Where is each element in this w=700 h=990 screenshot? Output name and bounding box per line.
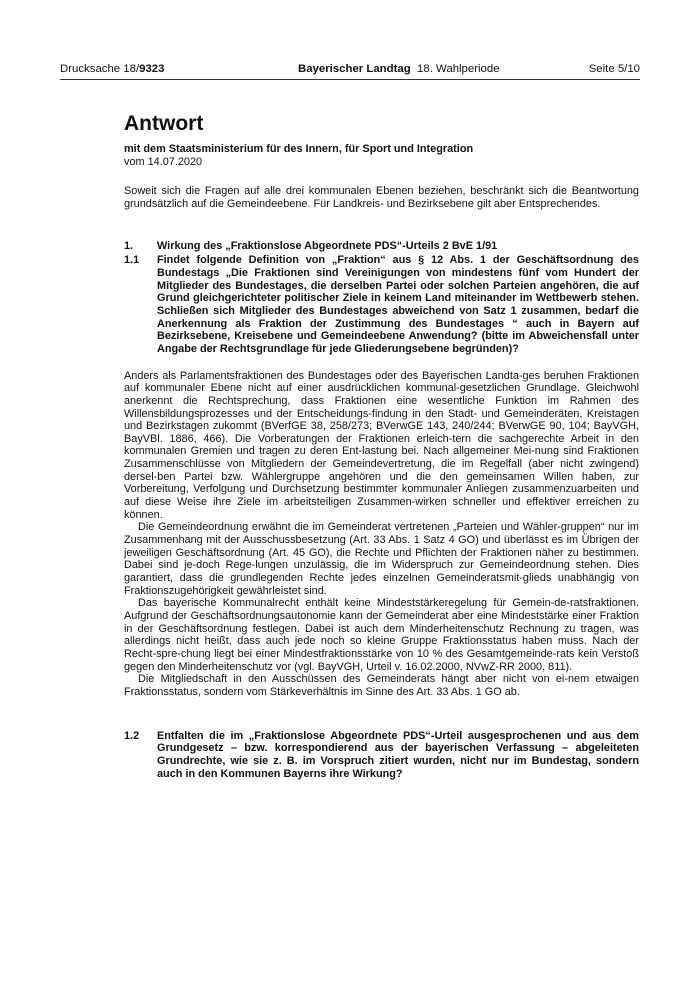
answer-title: Antwort — [124, 112, 204, 135]
section-1-title: Wirkung des „Fraktionslose Abgeordnete PDS“-Urteils 2 BvE 1/91 — [157, 239, 498, 252]
answer-date: vom 14.07.2020 — [124, 155, 203, 168]
answer-1-1-paragraph: Die Gemeindeordnung erwähnt die im Gemeinderat vertretenen „Parteien und Wähler-gruppen“ nur im Zusammenhang mit der Ausschussbesetzung (Art. 33 Abs. 1 Satz 4 GO) und überlässt es im Übrigen der jeweiligen Geschäftsordnung (Art. 45 GO), die Rechte und Pflichten der Fraktionen näher zu bestimmen. Dabei sind je-doch Rege-lungen unzulässig, die im Widerspruch zur Gemeindeordnung stehen. Dies garantiert, dass die grundlegenden Rechte jedes einzelnen Gemeinderatsmit-glieds unabhängig von Fraktionszugehörigkeit gewährleistet sind. — [124, 521, 639, 597]
doc-label: Drucksache 18/ — [60, 63, 140, 75]
answer-1-1-paragraph: Das bayerische Kommunalrecht enthält keine Mindeststärkeregelung für Gemein-de-ratsfraktionen. Aufgrund der Geschäftsordnungsautonomie kann der Gemeinderat aber eine Mindeststärke einer Fraktion in der Geschäftsordnung festlegen. Dabei ist auch dem Minderheitenschutz Rechnung zu tragen, was allerdings nicht heißt, dass auch jede noch so kleine Gruppe Fraktionsstatus haben muss. Nach der Recht-spre-chung liegt bei einer Mindestfraktionsstärke von 10 % des Gesamtgemeinde-rats kein Verstoß gegen den Minderheitenschutz vor (vgl. BayVGH, Urteil v. 16.02.2000, NVwZ-RR 2000, 811). — [124, 597, 639, 673]
parliament-period — [298, 63, 500, 75]
page-number: Seite 5/10 — [588, 63, 640, 75]
period: 18. Wahlperiode — [417, 63, 500, 75]
answer-ministry: mit dem Staatsministerium für des Innern, für Sport und Integration — [124, 143, 474, 155]
question-1-2-number: 1.2 — [124, 729, 140, 742]
answer-1-1-paragraph: Anders als Parlamentsfraktionen des Bundestages oder des Bayerischen Landta-ges beruhen Fraktionen auf kommunaler Ebene nicht auf einer ausdrücklichen kommunal-gesetzlichen Grundlage. Gleichwohl anerkennt die Rechtsprechung, dass Fraktionen eine wesentliche Funktion im Rahmen des Willensbildungsprozesses und der Entscheidungs-findung in den Stadt- und Gemeinderäten, Kreistagen und Bezirkstagen zukommt (BVerfGE 38, 258/273; BVerwGE 143, 240/244; BVerwGE 90, 104; BayVGH, BayVBl. 1886, 466). Die Vorberatungen der Fraktionen erleich-tern die sachgerechte Arbeit in den kommunalen Gremien und tragen zu deren Ent-lastung bei. Nach allgemeiner Mei-nung sind Fraktionen Zusammenschlüsse von Mitgliedern der Gemeindevertretung, die im Regelfall (aber nicht zwingend) dersel-ben Partei bzw. Wählergruppe angehören und die den gemeinsamen Willen haben, zur Vorbereitung, Verfolgung und Durchsetzung bestimmter kommunaler Anliegen zusammenzuarbeiten und auf diese Weise ihre Ziele im arbeitsteiligen Zusammen-wirken schneller und effektiver erreichen zu können. — [124, 369, 639, 521]
question-1-2-text: Entfalten die im „Fraktionslose Abgeordnete PDS“-Urteil ausgesprochenen und aus dem Grundgesetz – bzw. korrespondierend aus der bayerischen Verfassung – abgeleiteten Grundrechte, wie sie z. B. im Vorspruch zitiert wurden, nicht nur im Bundestag, sondern auch in den Kommunen Bayerns ihre Wirkung? — [157, 729, 639, 780]
document-body — [124, 112, 639, 780]
question-1-2 — [124, 730, 639, 781]
question-1-1-text: Findet folgende Definition von „Fraktion“ aus § 12 Abs. 1 der Geschäftsordnung des Bundestags „Die Fraktionen sind Vereinigungen von mindestens fünf vom Hundert der Mitglieder des Bundestages, die derselben Partei oder solchen Parteien angehören, die auf Grund gleichgerichteter politischer Ziele in keinem Land miteinander im Wettbewerb stehen. Schließen sich Mitglieder des Bundestages abweichend von Satz 1 zusammen, bedarf die Anerkennung als Fraktion der Zustimmung des Bundestages “ auch in Bayern auf Bezirksebene, Kreisebene und Gemeindeebene Anwendung? (bitte im Abweichensfall unter Angabe der Rechtsgrundlage für jede Gliederungsebene begründen)? — [157, 254, 639, 355]
section-1-heading — [124, 240, 639, 253]
answer-1-1-paragraph: Die Mitgliedschaft in den Ausschüssen des Gemeinderats hängt aber nicht von ei-nem etwaigen Fraktionsstatus, sondern vom Stärkeverhältnis im Sinne des Art. 33 Abs. 1 GO ab. — [124, 673, 639, 698]
question-1-1 — [124, 254, 639, 355]
question-1-1-number: 1.1 — [124, 254, 140, 267]
document-number — [60, 63, 164, 75]
parliament-name: Bayerischer Landtag — [298, 63, 411, 75]
page-header — [60, 63, 640, 80]
section-1-number: 1. — [124, 239, 134, 252]
answer-1-1 — [124, 370, 639, 699]
answer-intro: Soweit sich die Fragen auf alle drei kommunalen Ebenen beziehen, beschränkt sich die Beantwortung grundsätzlich auf die Gemeindeebene. Für Landkreis- und Bezirksebene gilt aber Entsprechendes. — [124, 185, 639, 210]
doc-number: 9323 — [139, 63, 165, 75]
